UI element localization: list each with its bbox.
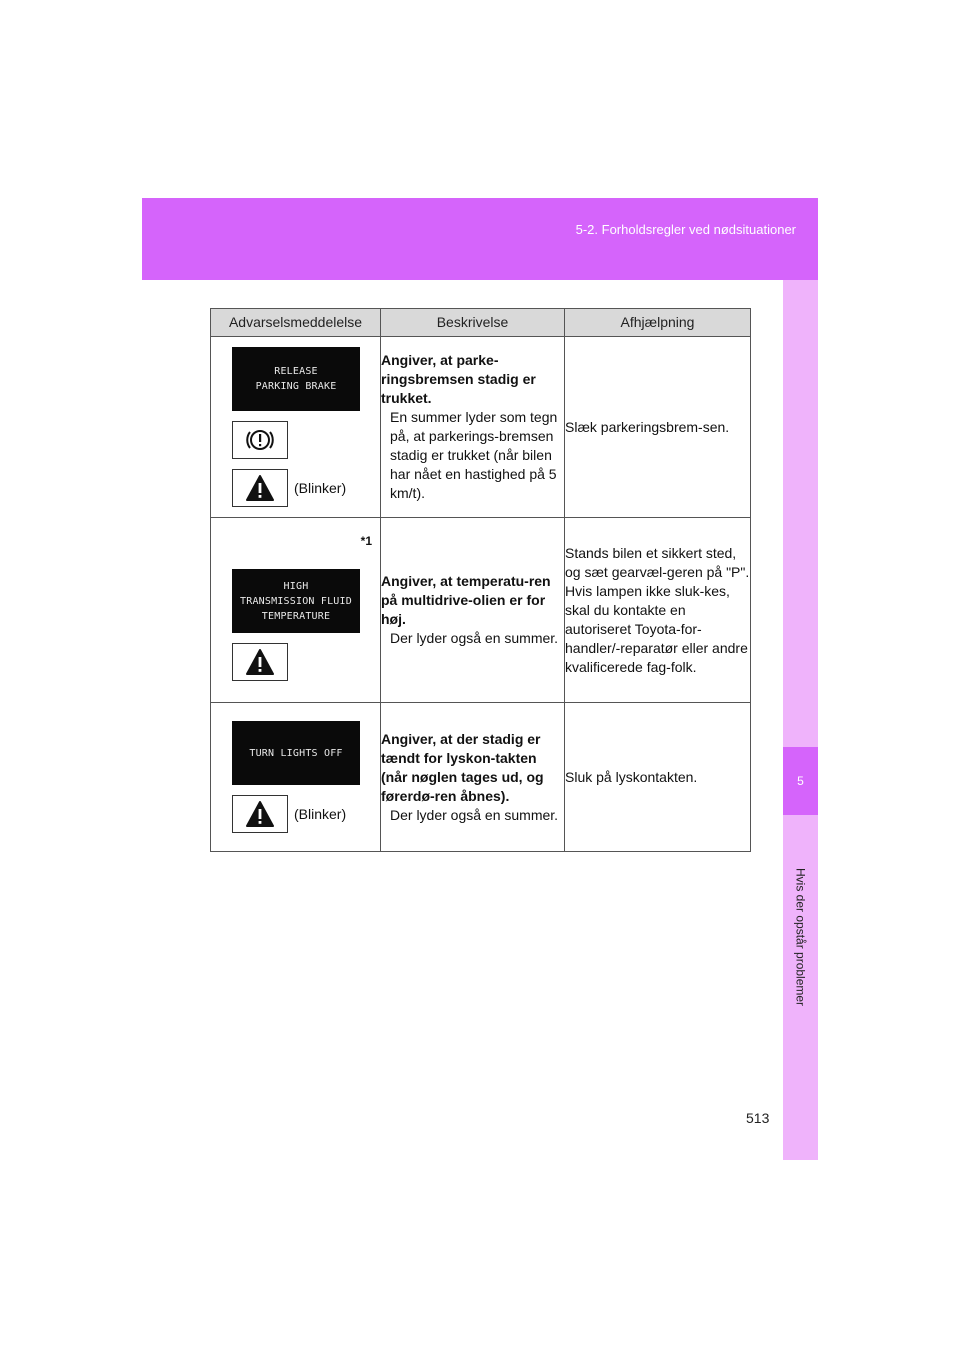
- display-message-turn-lights-off: TURN LIGHTS OFF: [232, 721, 360, 785]
- brake-warning-icon: [232, 421, 288, 459]
- page-number: 513: [746, 1110, 770, 1126]
- display-message-release-parking-brake: RELEASE PARKING BRAKE: [232, 347, 360, 411]
- description-text: En summer lyder som tegn på, at parkerings-bremsen stadig er trukket (når bilen har nået en hastighed på 5 km/t).: [390, 409, 558, 501]
- description-cell: [381, 703, 565, 852]
- description-title: Angiver, at der stadig er tændt for lyskon-takten (når nøglen tages ud, og førerdø-ren åbnes).: [381, 730, 544, 804]
- description-cell: [381, 518, 565, 703]
- table-row: [211, 518, 751, 703]
- blink-label: (Blinker): [294, 479, 347, 496]
- description-text: Der lyder også en summer.: [390, 630, 559, 646]
- warning-messages-table: [210, 308, 751, 852]
- column-header-description: Beskrivelse: [381, 309, 565, 337]
- message-cell: [211, 337, 381, 518]
- master-warning-icon: [232, 795, 288, 833]
- chapter-title-text: Hvis der opstår problemer: [793, 867, 808, 1007]
- description-text: Der lyder også en summer.: [390, 806, 559, 823]
- display-message-high-transmission-fluid-temperature: HIGH TRANSMISSION FLUID TEMPERATURE: [232, 569, 360, 633]
- remedy-cell: Stands bilen et sikkert sted, og sæt gearvæl-geren på "P". Hvis lampen ikke sluk-kes, skal du kontakte en autoriseret Toyota-for-handler/-reparatør eller andre kvalificerede fag-folk.: [565, 518, 751, 703]
- header-band: [142, 198, 818, 280]
- remedy-cell: Sluk på lyskontakten.: [565, 703, 751, 852]
- description-title: Angiver, at temperatu-ren på multidrive-olien er for høj.: [381, 573, 551, 627]
- column-header-remedy: Afhjælpning: [565, 309, 751, 337]
- chapter-title: [783, 822, 818, 1052]
- section-title: 5-2. Forholdsregler ved nødsituationer: [575, 222, 796, 237]
- footnote-marker: *1: [360, 534, 372, 548]
- description-cell: [381, 337, 565, 518]
- table-row: [211, 337, 751, 518]
- message-cell: [211, 703, 381, 852]
- chapter-number-tab: 5: [783, 747, 818, 815]
- master-warning-icon: [232, 643, 288, 681]
- description-title: Angiver, at parke-ringsbremsen stadig er trukket.: [381, 352, 536, 406]
- message-cell: [211, 518, 381, 703]
- table-header-row: [211, 309, 751, 337]
- column-header-message: Advarselsmeddelelse: [211, 309, 381, 337]
- master-warning-icon: [232, 469, 288, 507]
- table-row: [211, 703, 751, 852]
- blink-label: (Blinker): [294, 805, 347, 822]
- remedy-cell: Slæk parkeringsbrem-sen.: [565, 337, 751, 518]
